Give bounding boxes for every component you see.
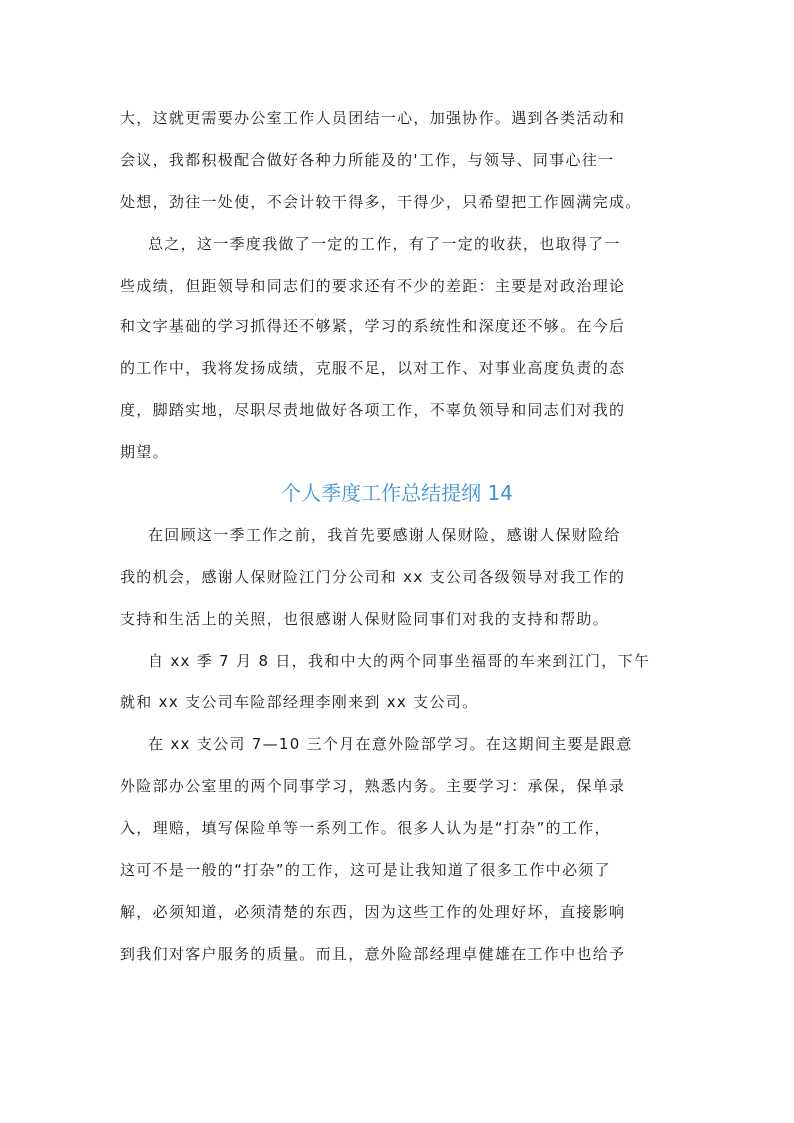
- paragraph-line: 度，脚踏实地，尽职尽责地做好各项工作，不辜负领导和同志们对我的: [120, 401, 626, 419]
- paragraph-line: 会议，我都积极配合做好各种力所能及的'工作，与领导、同事心往一: [120, 151, 615, 169]
- paragraph-line: 在 xx 支公司 7—10 三个月在意外险部学习。在这期间主要是跟意: [148, 735, 633, 753]
- paragraph-line: 大，这就更需要办公室工作人员团结一心，加强协作。遇到各类活动和: [120, 109, 626, 127]
- paragraph-line: 就和 xx 支公司车险部经理李刚来到 xx 支公司。: [120, 693, 479, 711]
- paragraph-line: 期望。: [120, 443, 169, 461]
- paragraph-line: 支持和生活上的关照，也很感谢人保财险同事们对我的支持和帮助。: [120, 610, 610, 628]
- paragraph-line: 这可不是一般的“打杂”的工作，这可是让我知道了很多工作中必须了: [120, 861, 611, 879]
- paragraph-line: 些成绩，但距领导和同志们的要求还有不少的差距：主要是对政治理论: [120, 277, 626, 295]
- paragraph-line: 在回顾这一季工作之前，我首先要感谢人保财险，感谢人保财险给: [148, 526, 621, 544]
- paragraph-line: 的工作中，我将发扬成绩，克服不足，以对工作、对事业高度负责的态: [120, 359, 626, 377]
- section-heading: 个人季度工作总结提纲 14: [281, 481, 513, 505]
- paragraph-line: 解，必须知道，必须清楚的东西，因为这些工作的处理好坏，直接影响: [120, 903, 626, 921]
- paragraph-line: 到我们对客户服务的质量。而且，意外险部经理卓健雄在工作中也给予: [120, 945, 626, 963]
- paragraph-line: 处想，劲往一处使，不会计较干得多，干得少，只希望把工作圆满完成。: [120, 193, 642, 211]
- paragraph-line: 外险部办公室里的两个同事学习，熟悉内务。主要学习：承保，保单录: [120, 777, 626, 795]
- paragraph-line: 入，理赔，填写保险单等一系列工作。很多人认为是“打杂”的工作，: [120, 819, 611, 837]
- paragraph-line: 我的机会，感谢人保财险江门分公司和 xx 支公司各级领导对我工作的: [120, 568, 626, 586]
- paragraph-line: 自 xx 季 7 月 8 日，我和中大的两个同事坐福哥的车来到江门，下午: [148, 652, 651, 670]
- paragraph-line: 和文字基础的学习抓得还不够紧，学习的系统性和深度还不够。在今后: [120, 317, 626, 335]
- paragraph-line: 总之，这一季度我做了一定的工作，有了一定的收获，也取得了一: [148, 235, 621, 253]
